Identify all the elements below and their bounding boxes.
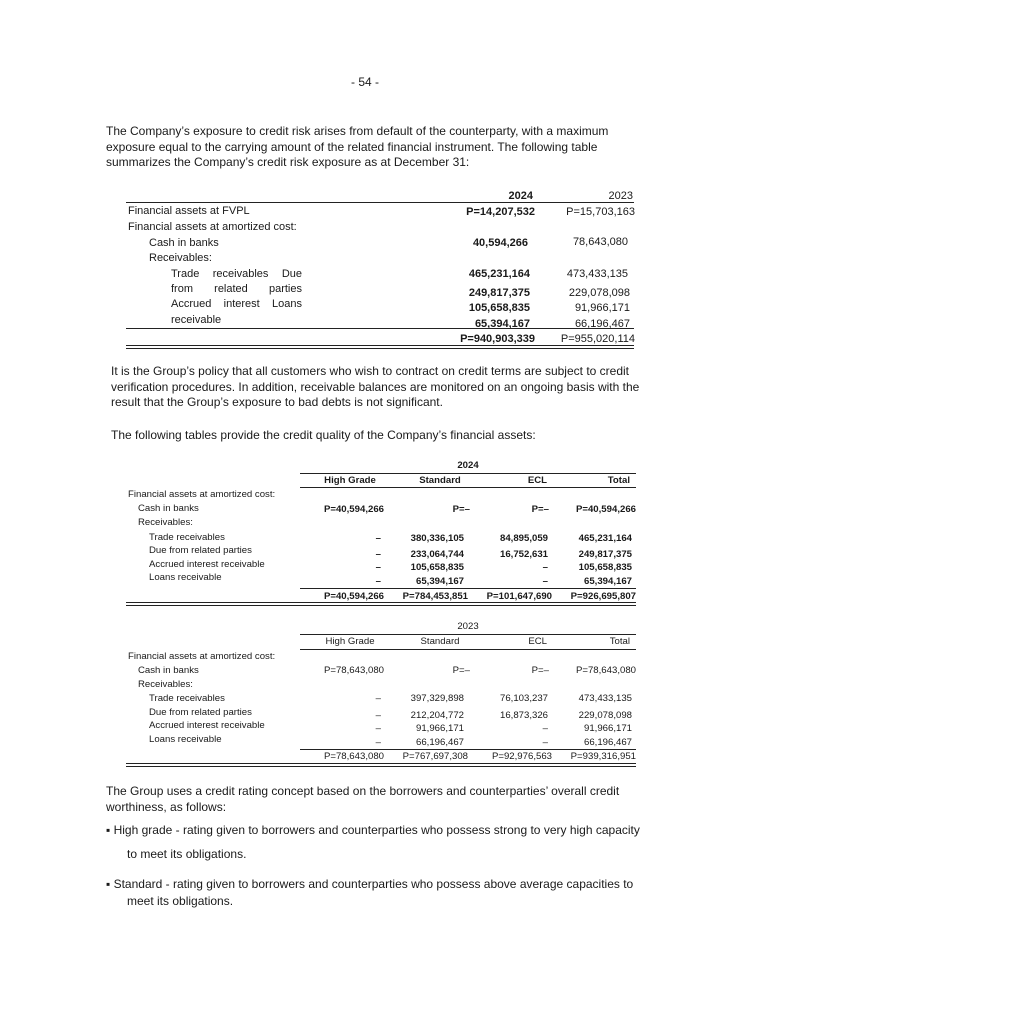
- column-header: Total: [607, 475, 630, 486]
- label-word: Accrued: [171, 298, 212, 310]
- cell-total: 473,433,135: [578, 693, 632, 704]
- cell-high-grade: P=78,643,080: [323, 665, 384, 676]
- row-label-justified: [171, 268, 302, 281]
- value-2023: 78,643,080: [572, 236, 628, 248]
- label-word: interest: [223, 298, 260, 310]
- total-ecl: P=101,647,690: [486, 591, 552, 602]
- total-high-grade: P=78,643,080: [323, 751, 384, 762]
- subtotal-rule: [300, 588, 636, 589]
- row-label: Receivables:: [138, 679, 193, 690]
- column-header-2024: 2024: [508, 190, 533, 202]
- bullet-high-grade: ▪ High grade - rating given to borrowers and counterparties who possess strong to very high capacity: [106, 823, 640, 837]
- cell-ecl: 16,752,631: [499, 549, 548, 560]
- row-label: Trade receivables: [149, 693, 225, 704]
- column-header: Standard: [420, 636, 460, 647]
- column-header: ECL: [528, 636, 547, 647]
- row-label: Cash in banks: [149, 237, 219, 249]
- label-word: receivables: [212, 268, 269, 280]
- cell-high-grade: –: [375, 533, 381, 544]
- total-total: P=926,695,807: [570, 591, 636, 602]
- total-ecl: P=92,976,563: [491, 751, 552, 762]
- row-label: receivable: [171, 314, 222, 326]
- year-rule: [300, 473, 636, 474]
- subtotal-rule: [300, 749, 636, 750]
- cell-standard: 91,966,171: [415, 723, 464, 734]
- value-2023: P=15,703,163: [566, 206, 635, 218]
- intro-paragraph: [106, 124, 608, 171]
- cell-high-grade: –: [375, 562, 381, 573]
- row-label-justified: [171, 283, 302, 296]
- cell-total: 65,394,167: [583, 576, 632, 587]
- cell-high-grade: –: [375, 693, 381, 704]
- column-header: ECL: [527, 475, 547, 486]
- row-label: Financial assets at amortized cost:: [128, 651, 276, 662]
- cell-total: 465,231,164: [578, 533, 632, 544]
- value-2023: 66,196,467: [574, 318, 630, 330]
- row-label: Receivables:: [138, 517, 193, 528]
- value-2024: 40,594,266: [472, 237, 528, 249]
- cell-ecl: 84,895,059: [499, 533, 548, 544]
- cell-high-grade: –: [375, 737, 381, 748]
- cell-high-grade: –: [375, 710, 381, 721]
- page-number: - 54 -: [350, 75, 379, 89]
- bullet-standard: ▪ Standard - rating given to borrowers and counterparties who possess above average capacities to: [106, 877, 634, 891]
- value-2024: 105,658,835: [468, 302, 530, 314]
- table-year: 2024: [457, 460, 479, 471]
- value-2024: 465,231,164: [468, 268, 530, 280]
- row-label: Loans receivable: [149, 734, 222, 745]
- total-standard: P=784,453,851: [402, 591, 468, 602]
- cell-total: 91,966,171: [583, 723, 632, 734]
- intro-line: exposure equal to the carrying amount of the related financial instrument. The following table: [106, 139, 598, 154]
- subtotal-rule: [126, 328, 634, 329]
- cell-ecl: P=–: [531, 665, 549, 676]
- cell-high-grade: –: [375, 576, 381, 587]
- cell-standard: 212,204,772: [410, 710, 464, 721]
- cell-standard: P=–: [452, 504, 470, 515]
- row-label: Accrued interest receivable: [149, 559, 265, 570]
- column-header: High Grade: [325, 636, 375, 647]
- cell-ecl: P=–: [531, 504, 549, 515]
- cell-total: P=78,643,080: [575, 665, 636, 676]
- cell-total: 66,196,467: [583, 737, 632, 748]
- row-label: Loans receivable: [149, 572, 222, 583]
- value-2023: 91,966,171: [574, 302, 630, 314]
- label-word: Due: [281, 268, 302, 280]
- cell-total: P=40,594,266: [575, 504, 636, 515]
- label-word: Loans: [272, 298, 302, 310]
- total-2024: P=940,903,339: [460, 333, 535, 345]
- cell-standard: 380,336,105: [410, 533, 464, 544]
- cell-high-grade: P=40,594,266: [323, 504, 384, 515]
- value-2023: 473,433,135: [566, 268, 628, 280]
- cell-high-grade: –: [375, 723, 381, 734]
- header-rule: [126, 202, 634, 203]
- row-label: Cash in banks: [138, 503, 199, 514]
- cell-total: 229,078,098: [578, 710, 632, 721]
- cell-ecl: 16,873,326: [499, 710, 548, 721]
- total-2023: P=955,020,114: [560, 333, 635, 345]
- rating-line: worthiness, as follows:: [106, 799, 227, 814]
- row-label: Due from related parties: [149, 707, 252, 718]
- rating-line: The Group uses a credit rating concept based on the borrowers and counterparties’ overall credit: [106, 784, 620, 798]
- label-word: parties: [268, 283, 302, 295]
- label-word: Trade: [171, 268, 200, 280]
- row-label: Cash in banks: [138, 665, 199, 676]
- bullet-high-grade-continued: to meet its obligations.: [127, 847, 247, 861]
- cell-ecl: –: [542, 737, 548, 748]
- total-standard: P=767,697,308: [402, 751, 468, 762]
- header-rule: [300, 649, 636, 650]
- policy-line: verification procedures. In addition, receivable balances are monitored on an ongoing basis with the: [111, 379, 640, 394]
- total-double-rule: [126, 763, 636, 767]
- row-label: Accrued interest receivable: [149, 720, 265, 731]
- value-2024: 65,394,167: [474, 318, 530, 330]
- policy-line: It is the Group’s policy that all customers who wish to contract on credit terms are subject to credit: [111, 364, 629, 378]
- cell-ecl: –: [542, 562, 548, 573]
- value-2024: 249,817,375: [468, 287, 530, 299]
- total-double-rule: [126, 345, 634, 349]
- column-header-2023: 2023: [608, 190, 633, 202]
- row-label: Financial assets at amortized cost:: [128, 489, 276, 500]
- label-word: related: [214, 283, 248, 295]
- cell-standard: 105,658,835: [410, 562, 464, 573]
- row-label: Financial assets at amortized cost:: [128, 221, 297, 233]
- cell-high-grade: –: [375, 549, 381, 560]
- value-2023: 229,078,098: [568, 287, 630, 299]
- quality-intro-line: The following tables provide the credit quality of the Company’s financial assets:: [111, 428, 536, 442]
- row-label: Receivables:: [149, 252, 212, 264]
- policy-line: result that the Group’s exposure to bad debts is not significant.: [111, 395, 443, 409]
- intro-line: The Company’s exposure to credit risk arises from default of the counterparty, with a maximum: [106, 124, 609, 138]
- cell-ecl: 76,103,237: [499, 693, 548, 704]
- cell-standard: P=–: [452, 665, 470, 676]
- column-header: Standard: [419, 475, 461, 486]
- row-label: Due from related parties: [149, 545, 252, 556]
- bullet-standard-continued: meet its obligations.: [127, 894, 234, 908]
- cell-standard: 65,394,167: [415, 576, 464, 587]
- column-header: Total: [609, 636, 630, 647]
- header-rule: [300, 487, 636, 488]
- cell-standard: 397,329,898: [410, 693, 464, 704]
- rating-paragraph: [106, 784, 619, 815]
- row-label: Trade receivables: [149, 532, 225, 543]
- row-label: Financial assets at FVPL: [128, 205, 250, 217]
- column-header: High Grade: [324, 475, 376, 486]
- total-high-grade: P=40,594,266: [323, 591, 384, 602]
- total-total: P=939,316,951: [570, 751, 636, 762]
- policy-paragraph: [111, 364, 639, 411]
- value-2024: P=14,207,532: [466, 206, 535, 218]
- cell-standard: 233,064,744: [410, 549, 464, 560]
- cell-total: 249,817,375: [578, 549, 632, 560]
- table-year: 2023: [457, 621, 479, 632]
- quality-intro: [111, 428, 536, 444]
- cell-total: 105,658,835: [578, 562, 632, 573]
- label-word: from: [171, 283, 193, 295]
- row-label-justified: [171, 298, 302, 311]
- cell-ecl: –: [542, 576, 548, 587]
- cell-standard: 66,196,467: [415, 737, 464, 748]
- intro-line: summarizes the Company’s credit risk exposure as at December 31:: [106, 155, 470, 169]
- total-double-rule: [126, 602, 636, 606]
- cell-ecl: –: [542, 723, 548, 734]
- year-rule: [300, 634, 636, 635]
